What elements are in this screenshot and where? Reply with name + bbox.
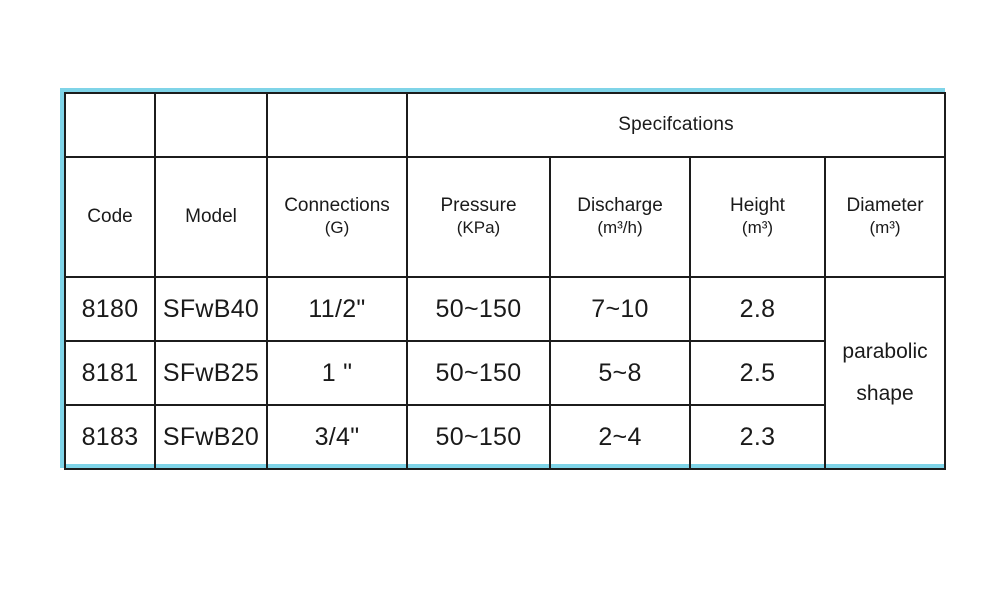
table-head bbox=[65, 93, 945, 277]
header-spacer-code bbox=[65, 93, 155, 157]
cell-code: 8181 bbox=[65, 341, 155, 405]
header-height bbox=[690, 157, 825, 277]
header-spacer-model bbox=[155, 93, 267, 157]
header-connections bbox=[267, 157, 407, 277]
cell-discharge: 7~10 bbox=[550, 277, 690, 341]
cell-height: 2.5 bbox=[690, 341, 825, 405]
header-connections-unit: (G) bbox=[324, 218, 350, 238]
table-header-group-row bbox=[65, 93, 945, 157]
header-discharge bbox=[550, 157, 690, 277]
header-diameter-unit: (m³) bbox=[869, 218, 901, 238]
header-spacer-connections bbox=[267, 93, 407, 157]
header-discharge-unit: (m³/h) bbox=[597, 218, 643, 238]
specification-table bbox=[64, 92, 946, 470]
cell-diameter-line1: parabolic bbox=[842, 340, 928, 363]
cell-code: 8183 bbox=[65, 405, 155, 469]
cell-connections: 3/4" bbox=[267, 405, 407, 469]
cell-height: 2.3 bbox=[690, 405, 825, 469]
header-pressure bbox=[407, 157, 550, 277]
header-connections-label: Connections bbox=[284, 195, 390, 217]
cell-discharge: 5~8 bbox=[550, 341, 690, 405]
table-row bbox=[65, 341, 945, 405]
header-height-label: Height bbox=[730, 195, 785, 217]
cell-connections: 1 " bbox=[267, 341, 407, 405]
cell-pressure: 50~150 bbox=[407, 341, 550, 405]
cell-pressure: 50~150 bbox=[407, 405, 550, 469]
table-body bbox=[65, 277, 945, 469]
cell-model: SFwB20 bbox=[155, 405, 267, 469]
cell-discharge: 2~4 bbox=[550, 405, 690, 469]
table-row bbox=[65, 405, 945, 469]
table-row bbox=[65, 277, 945, 341]
cell-model: SFwB40 bbox=[155, 277, 267, 341]
header-pressure-label: Pressure bbox=[440, 195, 517, 217]
cell-connections: 11/2" bbox=[267, 277, 407, 341]
header-pressure-unit: (KPa) bbox=[456, 218, 501, 238]
header-height-unit: (m³) bbox=[741, 218, 774, 238]
cell-model: SFwB25 bbox=[155, 341, 267, 405]
header-diameter bbox=[825, 157, 945, 277]
cell-code: 8180 bbox=[65, 277, 155, 341]
cell-diameter bbox=[825, 277, 945, 469]
header-code: Code bbox=[65, 157, 155, 277]
cell-diameter-line2: shape bbox=[856, 382, 914, 405]
header-specifications: Specifcations bbox=[407, 93, 945, 157]
table-header-row bbox=[65, 157, 945, 277]
cell-height: 2.8 bbox=[690, 277, 825, 341]
header-discharge-label: Discharge bbox=[577, 195, 663, 217]
header-model: Model bbox=[155, 157, 267, 277]
cell-pressure: 50~150 bbox=[407, 277, 550, 341]
header-diameter-label: Diameter bbox=[846, 195, 924, 217]
